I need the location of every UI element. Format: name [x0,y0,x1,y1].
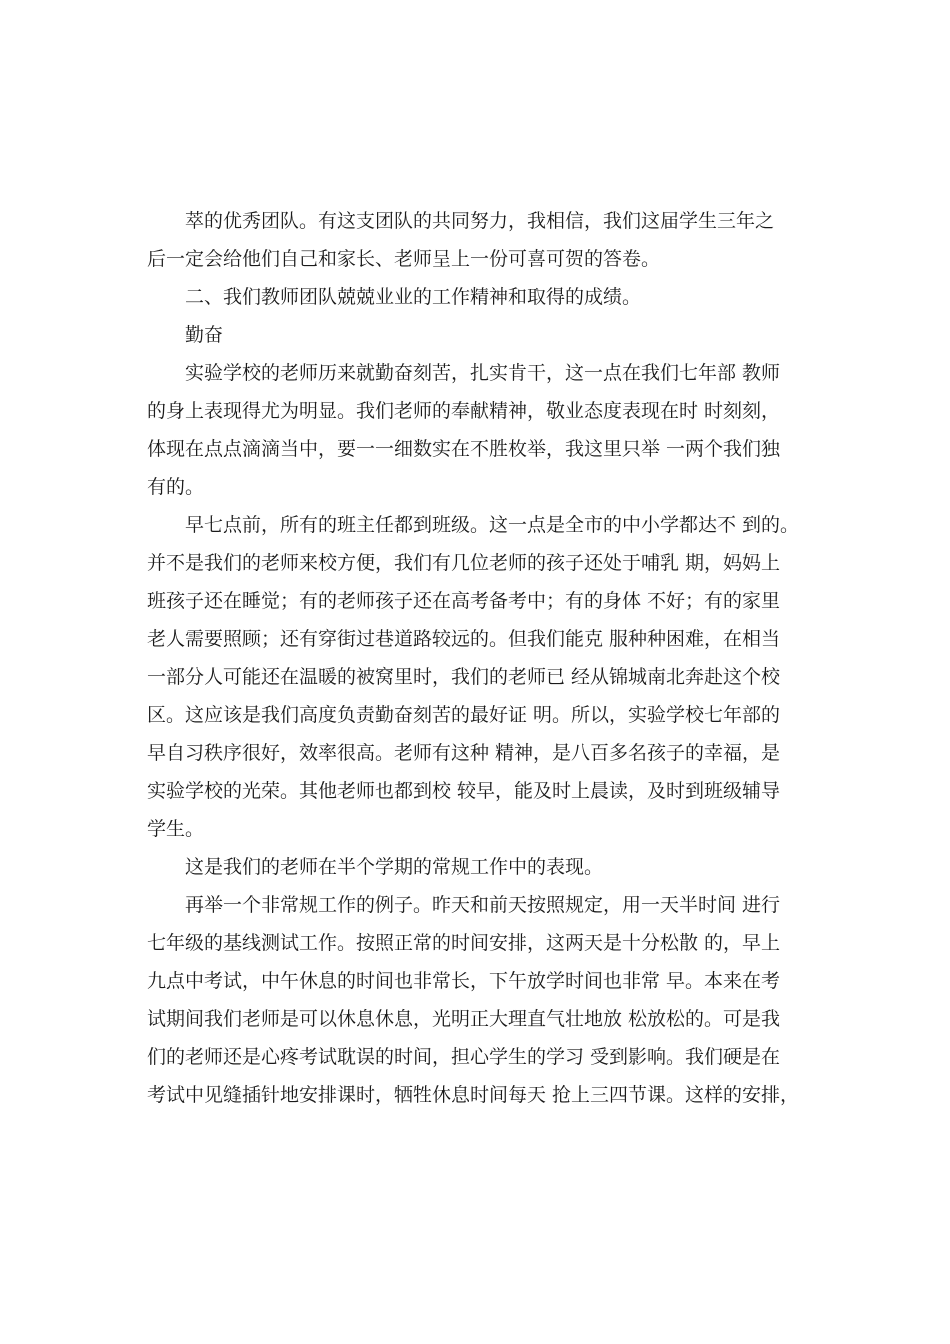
text-line: 二、我们教师团队兢兢业业的工作精神和取得的成绩。 [185,286,642,308]
text-line: 班孩子还在睡觉；有的老师孩子还在高考备考中；有的身体 不好；有的家里 [147,590,781,612]
text-line: 后一定会给他们自己和家长、老师呈上一份可喜可贺的答卷。 [147,248,661,270]
text-line: 实验学校的光荣。其他老师也都到校 较早，能及时上晨读，及时到班级辅导 [147,780,781,802]
text-line: 有的。 [147,476,205,498]
text-line: 试期间我们老师是可以休息休息，光明正大理直气壮地放 松放松的。可是我 [147,1008,781,1030]
text-line: 老人需要照顾；还有穿街过巷道路较远的。但我们能克 服种种困难，在相当 [147,628,781,650]
text-line: 早自习秩序很好，效率很高。老师有这种 精神，是八百多名孩子的幸福，是 [147,742,781,764]
text-line: 并不是我们的老师来校方便，我们有几位老师的孩子还处于哺乳 期，妈妈上 [147,552,781,574]
text-line: 这是我们的老师在半个学期的常规工作中的表现。 [185,856,604,878]
text-line: 早七点前，所有的班主任都到班级。这一点是全市的中小学都达不 到的。 [185,514,800,536]
text-line: 的身上表现得尤为明显。我们老师的奉献精神，敬业态度表现在时 时刻刻， [147,400,781,422]
text-line: 区。这应该是我们高度负责勤奋刻苦的最好证 明。所以，实验学校七年部的 [147,704,781,726]
text-line: 们的老师还是心疼考试耽误的时间，担心学生的学习 受到影响。我们硬是在 [147,1046,781,1068]
text-line: 萃的优秀团队。有这支团队的共同努力，我相信，我们这届学生三年之 [185,210,775,232]
text-line: 九点中考试，中午休息的时间也非常长，下午放学时间也非常 早。本来在考 [147,970,781,992]
text-line: 勤奋 [185,324,224,346]
text-line: 一部分人可能还在温暖的被窝里时，我们的老师已 经从锦城南北奔赴这个校 [147,666,781,688]
text-line: 七年级的基线测试工作。按照正常的时间安排，这两天是十分松散 的，早上 [147,932,781,954]
text-line: 实验学校的老师历来就勤奋刻苦，扎实肯干，这一点在我们七年部 教师 [185,362,781,384]
text-line: 体现在点点滴滴当中，要一一细数实在不胜枚举，我这里只举 一两个我们独 [147,438,781,460]
text-line: 学生。 [147,818,205,840]
text-line: 再举一个非常规工作的例子。昨天和前天按照规定，用一天半时间 进行 [185,894,781,916]
text-line: 考试中见缝插针地安排课时，牺牲休息时间每天 抢上三四节课。这样的安排， [147,1084,800,1106]
document-body [147,202,807,1114]
